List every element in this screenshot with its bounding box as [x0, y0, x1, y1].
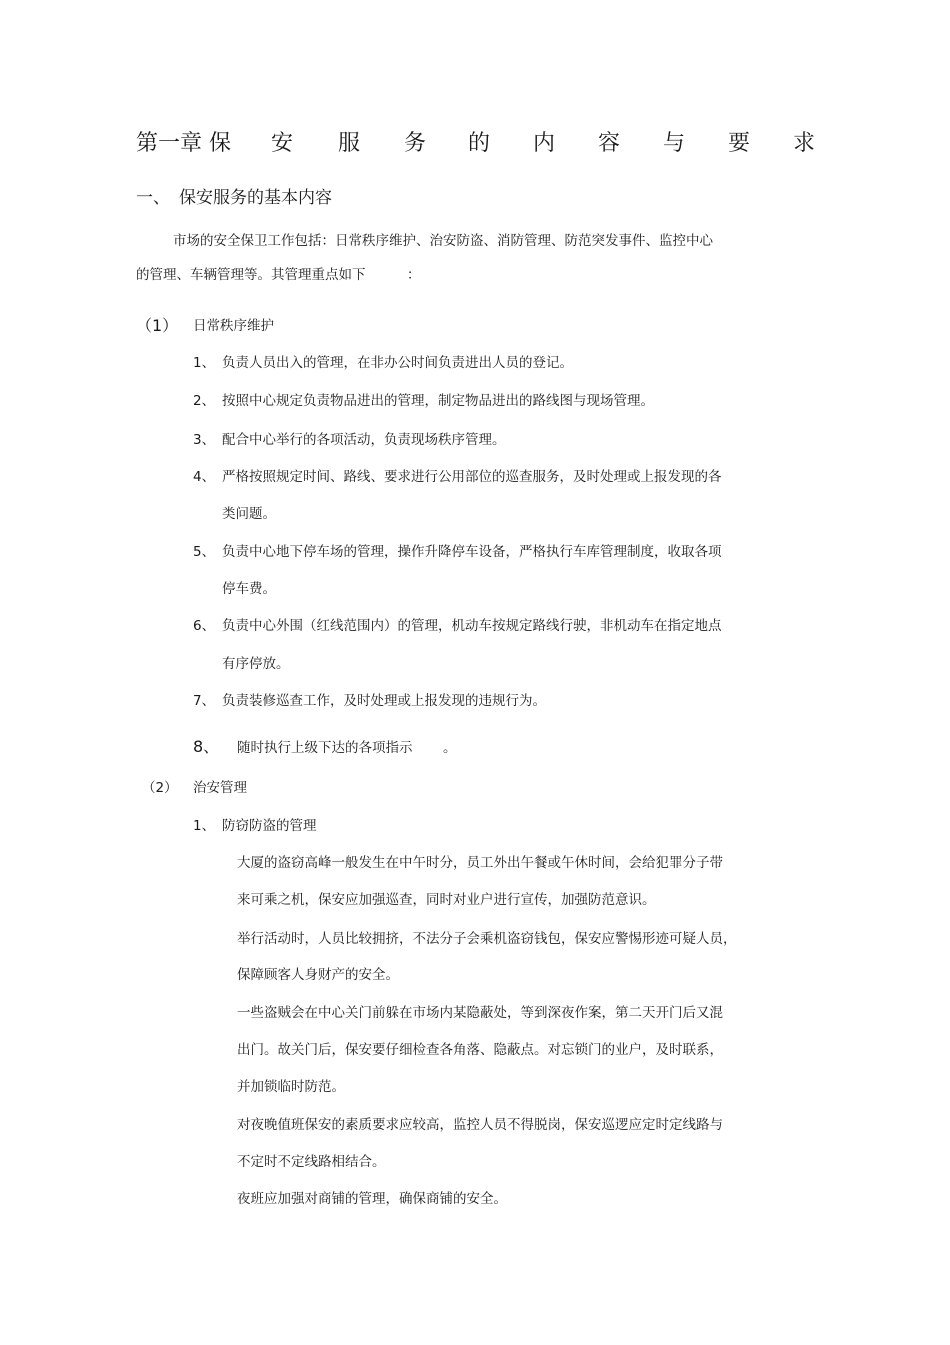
list-item-text: 按照中心规定负责物品进出的管理，制定物品进出的路线图与现场管理。 — [222, 393, 654, 409]
list-item-text: 负责中心外围（红线范围内）的管理，机动车按规定路线行驶，非机动车在指定地点 — [222, 618, 722, 634]
section1-header — [136, 313, 274, 336]
list-item — [193, 734, 457, 757]
paragraph-line: 对夜晚值班保安的素质要求应较高，监控人员不得脱岗，保安巡逻应定时定线路与 — [237, 1117, 723, 1133]
list-item-text: 负责装修巡查工作，及时处理或上报发现的违规行为。 — [222, 693, 546, 709]
list-item-number: 8、 — [193, 737, 220, 756]
list-item-number: 1、 — [193, 355, 216, 371]
paragraph-line: 不定时不定线路相结合。 — [237, 1154, 386, 1170]
title-char: 务 — [404, 131, 427, 156]
title-char: 与 — [663, 131, 686, 156]
list-item — [193, 389, 654, 409]
list-item-text: 随时执行上级下达的各项指示 — [237, 740, 413, 756]
paragraph-line: 并加锁临时防范。 — [237, 1079, 345, 1095]
list-item — [193, 614, 722, 634]
section-heading-number: 一、 — [136, 188, 170, 208]
title-char: 安 — [271, 131, 294, 156]
paragraph-line: 夜班应加强对商铺的管理，确保商铺的安全。 — [237, 1191, 507, 1207]
intro-line-2-text: 的管理、车辆管理等。其管理重点如下 — [136, 267, 366, 283]
title-char: 容 — [598, 131, 621, 156]
intro-line-1: 市场的安全保卫工作包括：日常秩序维护、治安防盗、消防管理、防范突发事件、监控中心 — [173, 233, 713, 249]
section-heading — [136, 183, 332, 208]
title-char: 服 — [338, 131, 361, 156]
paragraph-line: 一些盗贼会在中心关门前躲在市场内某隐蔽处，等到深夜作案，第二天开门后又混 — [237, 1005, 723, 1021]
paragraph-line: 大厦的盗窃高峰一般发生在中午时分，员工外出午餐或午休时间，会给犯罪分子带 — [237, 855, 723, 871]
list-item — [193, 428, 506, 448]
paragraph-line: 保障顾客人身财产的安全。 — [237, 967, 399, 983]
section1-number: （1） — [136, 316, 179, 335]
list-item-tail: 。 — [443, 740, 457, 756]
section2-title: 治安管理 — [193, 780, 247, 796]
title-char: 保 — [209, 131, 232, 156]
section2-header — [142, 776, 247, 796]
list-item-number: 4、 — [193, 469, 216, 485]
subsection-header — [193, 814, 317, 834]
list-item — [193, 689, 546, 709]
list-item-continuation: 有序停放。 — [222, 656, 290, 672]
subsection-title: 防窃防盗的管理 — [222, 818, 317, 834]
list-item-text: 负责人员出入的管理，在非办公时间负责进出人员的登记。 — [222, 355, 573, 371]
title-char: 要 — [728, 131, 751, 156]
list-item — [193, 540, 722, 560]
title-char: 内 — [533, 131, 556, 156]
list-item-number: 3、 — [193, 432, 216, 448]
list-item-number: 6、 — [193, 618, 216, 634]
section1-title: 日常秩序维护 — [193, 318, 274, 334]
section-heading-text: 保安服务的基本内容 — [179, 188, 332, 208]
list-item-number: 7、 — [193, 693, 216, 709]
list-item-text: 配合中心举行的各项活动，负责现场秩序管理。 — [222, 432, 506, 448]
list-item — [193, 351, 573, 371]
section2-number: （2） — [142, 780, 178, 796]
subsection-number: 1、 — [193, 818, 216, 834]
title-char: 的 — [468, 131, 491, 156]
paragraph-line: 出门。故关门后，保安要仔细检查各角落、隐蔽点。对忘锁门的业户，及时联系， — [237, 1042, 723, 1058]
intro-line-2 — [136, 263, 421, 283]
list-item-continuation: 停车费。 — [222, 581, 276, 597]
chapter-prefix: 第一章 — [136, 131, 203, 156]
intro-line-2-tail: ： — [407, 267, 421, 283]
list-item-text: 负责中心地下停车场的管理，操作升降停车设备，严格执行车库管理制度，收取各项 — [222, 544, 722, 560]
list-item-text: 严格按照规定时间、路线、要求进行公用部位的巡查服务，及时处理或上报发现的各 — [222, 469, 722, 485]
list-item-number: 2、 — [193, 393, 216, 409]
list-item-continuation: 类问题。 — [222, 506, 276, 522]
list-item-number: 5、 — [193, 544, 216, 560]
title-char: 求 — [793, 131, 816, 156]
paragraph-line: 举行活动时，人员比较拥挤，不法分子会乘机盗窃钱包，保安应警惕形迹可疑人员， — [237, 931, 737, 947]
list-item — [193, 465, 722, 485]
paragraph-line: 来可乘之机，保安应加强巡查，同时对业户进行宣传，加强防范意识。 — [237, 892, 656, 908]
